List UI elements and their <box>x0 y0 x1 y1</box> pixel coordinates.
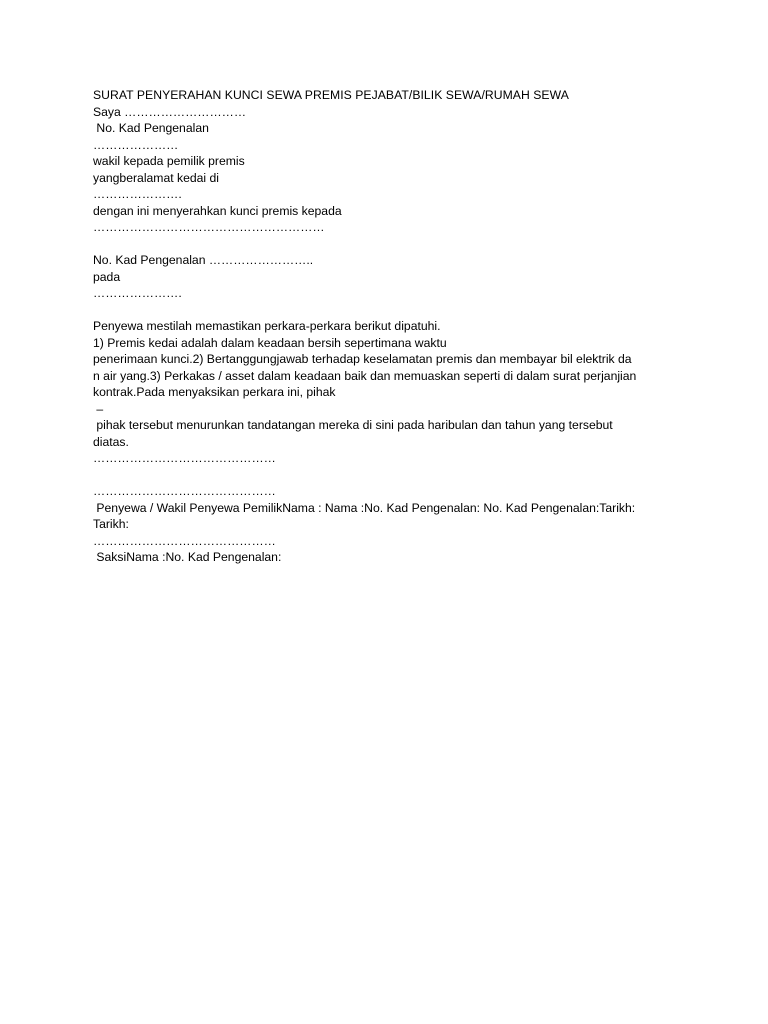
condition-2: penerimaan kunci.2) Bertanggungjawab terhadap keselamatan premis dan membayar bil elektrik da <box>93 352 632 366</box>
id-number-blank: ………………… <box>93 137 179 152</box>
condition-3: n air yang.3) Perkakas / asset dalam keadaan baik dan memuaskan seperti di dalam surat perjanjian <box>93 368 637 383</box>
witness-signature-blank: ……………………………………… <box>93 533 276 548</box>
document-page <box>93 87 713 566</box>
id-number-label: No. Kad Pengenalan <box>93 121 209 135</box>
document-title: SURAT PENYERAHAN KUNCI SEWA PREMIS PEJABAT/BILIK SEWA/RUMAH SEWA <box>93 88 569 102</box>
signature-clause: pihak tersebut menurunkan tandatangan mereka di sini pada haribulan dan tahun yang tersebut <box>93 418 613 432</box>
date-blank: …………………. <box>93 286 182 300</box>
shop-address-blank: …………………. <box>93 187 182 201</box>
spacer <box>93 467 713 484</box>
signature-blank-1: ……………………………………… <box>93 451 276 465</box>
signatory-labels: Penyewa / Wakil Penyewa PemilikNama : Nama :No. Kad Pengenalan: No. Kad Pengenalan:Tarikh: <box>93 500 636 515</box>
conditions-intro: Penyewa mestilah memastikan perkara-perkara berikut dipatuhi. <box>93 319 441 333</box>
recipient-id-line: No. Kad Pengenalan …………………….. <box>93 253 314 267</box>
spacer <box>93 236 713 253</box>
shop-address-line: yangberalamat kedai di <box>93 170 220 185</box>
owner-representative-line: wakil kepada pemilik premis <box>93 154 245 168</box>
spacer <box>93 302 713 319</box>
signature-clause-end: diatas. <box>93 434 129 449</box>
date-label: pada <box>93 269 121 284</box>
date-signature-label: Tarikh: <box>93 517 129 531</box>
witness-clause: kontrak.Pada menyaksikan perkara ini, pihak <box>93 385 336 399</box>
condition-1: 1) Premis kedai adalah dalam keadaan bersih sepertimana waktu <box>93 335 447 350</box>
dash-line: – <box>93 401 104 416</box>
saya-line: Saya ………………………… <box>93 104 247 119</box>
recipient-blank: ………………………………………………… <box>93 220 325 234</box>
hand-over-key-line: dengan ini menyerahkan kunci premis kepada <box>93 203 342 218</box>
signature-blank-2: ……………………………………… <box>93 484 276 498</box>
witness-labels: SaksiNama :No. Kad Pengenalan: <box>93 550 282 564</box>
